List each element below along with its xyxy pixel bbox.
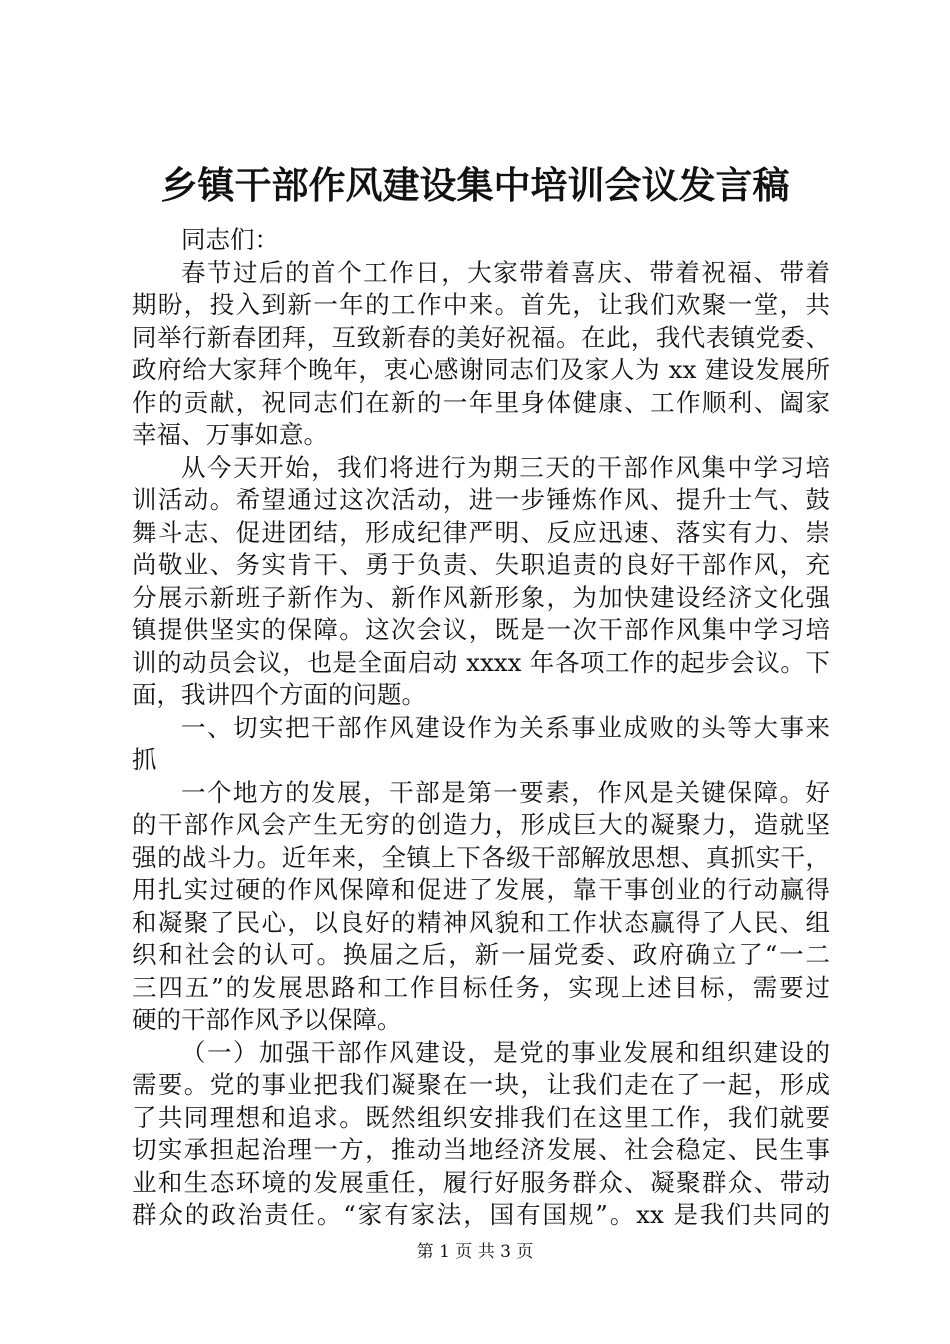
text-line: 春节过后的首个工作日，大家带着喜庆、带着祝福、带着 — [181, 257, 830, 287]
text-line: 尚敬业、务实肯干、勇于负责、失职追责的良好干部作风，充 — [132, 550, 830, 579]
text-line: 同举行新春团拜，互致新春的美好祝福。在此，我代表镇党委、 — [132, 322, 830, 352]
document-body — [132, 224, 830, 1232]
document-title: 乡镇干部作风建设集中培训会议发言稿 — [160, 163, 790, 207]
text-line: 群众的政治责任。“家有家法，国有国规”。xx 是我们共同的 — [132, 1200, 830, 1229]
text-line: 了共同理想和追求。既然组织安排我们在这里工作，我们就要 — [132, 1102, 830, 1132]
text-line: 和凝聚了民心，以良好的精神风貌和工作状态赢得了人民、组 — [132, 907, 830, 937]
text-line: （一）加强干部作风建设，是党的事业发展和组织建设的 — [181, 1037, 830, 1067]
text-line: 需要。党的事业把我们凝聚在一块，让我们走在了一起，形成 — [132, 1070, 830, 1099]
page-footer: 第 1 页 共 3 页 — [416, 1242, 534, 1262]
text-line: 舞斗志、促进团结，形成纪律严明、反应迅速、落实有力、崇 — [132, 517, 830, 547]
text-line: 业和生态环境的发展重任，履行好服务群众、凝聚群众、带动 — [132, 1167, 830, 1197]
text-line: 同志们： — [181, 225, 279, 254]
text-line: 镇提供坚实的保障。这次会议，既是一次干部作风集中学习培 — [132, 615, 830, 644]
text-line: 强的战斗力。近年来，全镇上下各级干部解放思想、真抓实干， — [132, 842, 830, 872]
text-line: 的干部作风会产生无穷的创造力，形成巨大的凝聚力，造就坚 — [132, 810, 830, 839]
text-line: 抓 — [132, 745, 157, 774]
text-line: 一个地方的发展，干部是第一要素，作风是关键保障。好 — [181, 777, 830, 807]
text-line: 训的动员会议，也是全面启动 xxxx 年各项工作的起步会议。下 — [132, 647, 830, 677]
text-line: 训活动。希望通过这次活动，进一步锤炼作风、提升士气、鼓 — [132, 485, 830, 514]
text-line: 作的贡献，祝同志们在新的一年里身体健康、工作顺利、阖家 — [132, 387, 830, 417]
text-line: 一、切实把干部作风建设作为关系事业成败的头等大事来 — [181, 712, 830, 742]
text-line: 幸福、万事如意。 — [132, 420, 328, 449]
text-line: 政府给大家拜个晚年，衷心感谢同志们及家人为 xx 建设发展所 — [132, 355, 830, 384]
text-line: 切实承担起治理一方，推动当地经济发展、社会稳定、民生事 — [132, 1135, 830, 1164]
text-line: 面，我讲四个方面的问题。 — [132, 680, 426, 709]
text-line: 硬的干部作风予以保障。 — [132, 1005, 402, 1034]
text-line: 分展示新班子新作为、新作风新形象，为加快建设经济文化强 — [132, 582, 830, 612]
text-line: 织和社会的认可。换届之后，新一届党委、政府确立了“一二 — [132, 940, 830, 969]
text-line: 从今天开始，我们将进行为期三天的干部作风集中学习培 — [181, 452, 830, 482]
text-line: 期盼，投入到新一年的工作中来。首先，让我们欢聚一堂，共 — [132, 290, 830, 319]
text-line: 用扎实过硬的作风保障和促进了发展，靠干事创业的行动赢得 — [132, 875, 830, 904]
text-line: 三四五”的发展思路和工作目标任务，实现上述目标，需要过 — [132, 972, 830, 1002]
